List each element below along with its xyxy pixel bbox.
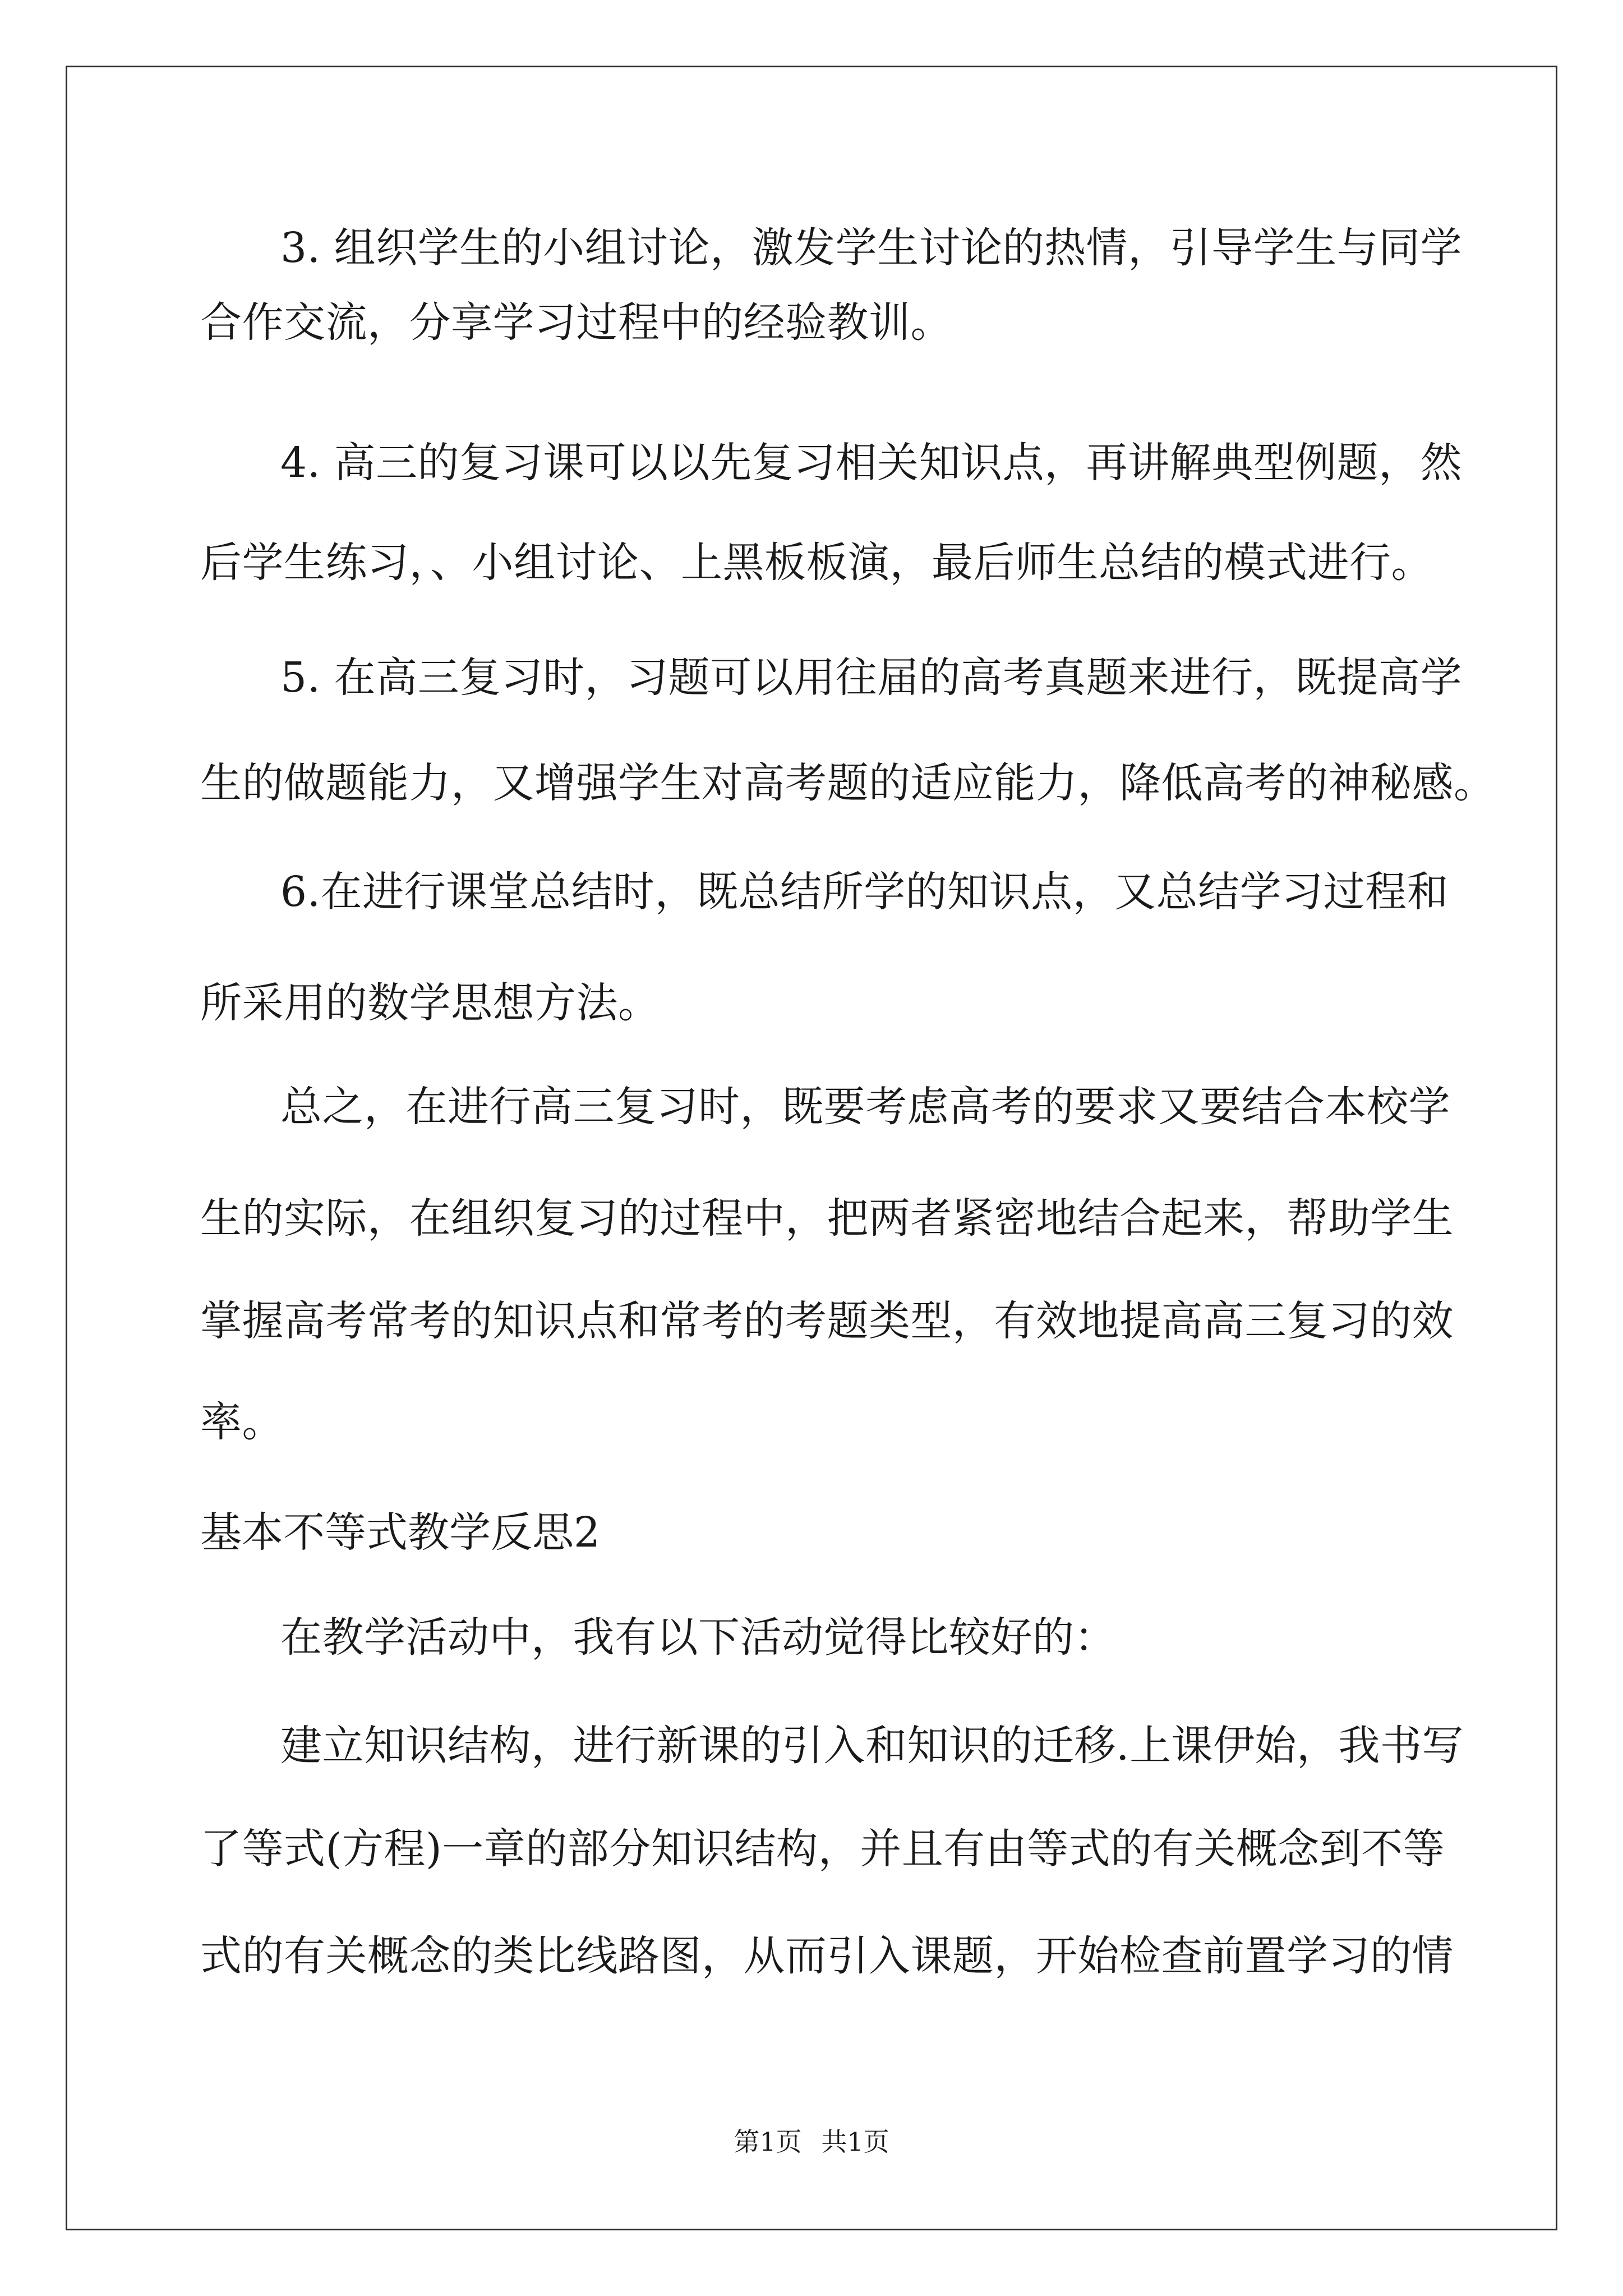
- paragraph-3-line-1: 5. 在高三复习时，习题可以用往届的高考真题来进行，既提高学: [280, 654, 1463, 702]
- paragraph-3-line-2: 生的做题能力，又增强学生对高考题的适应能力，降低高考的神秘感。: [200, 759, 1496, 807]
- paragraph-1-line-1: 3. 组织学生的小组讨论，激发学生讨论的热情，引导学生与同学: [280, 224, 1463, 272]
- section-paragraph-2-line-3: 式的有关概念的类比线路图，从而引入课题，开始检查前置学习的情: [200, 1932, 1454, 1980]
- page-number-label: 第1页: [734, 2127, 802, 2157]
- page-total-label: 共1页: [821, 2127, 889, 2157]
- section-paragraph-2-line-2: 了等式(方程)一章的部分知识结构，并且有由等式的有关概念到不等: [200, 1825, 1445, 1873]
- section-heading: 基本不等式教学反思2: [200, 1508, 601, 1557]
- paragraph-2-line-2: 后学生练习，、小组讨论、上黑板板演，最后师生总结的模式进行。: [200, 539, 1433, 587]
- paragraph-4-line-1: 6.在进行课堂总结时，既总结所学的知识点，又总结学习过程和: [280, 868, 1449, 916]
- paragraph-5-line-2: 生的实际，在组织复习的过程中，把两者紧密地结合起来，帮助学生: [200, 1194, 1454, 1243]
- section-paragraph-2-line-1: 建立知识结构，进行新课的引入和知识的迁移.上课伊始，我书写: [280, 1722, 1464, 1770]
- paragraph-5-line-3: 掌握高考常考的知识点和常考的考题类型，有效地提高高三复习的效: [200, 1297, 1454, 1345]
- page-footer: [0, 2129, 1623, 2155]
- paragraph-5-line-1: 总之，在进行高三复习时，既要考虑高考的要求又要结合本校学: [280, 1083, 1450, 1131]
- paragraph-5-line-4: 率。: [200, 1398, 284, 1446]
- paragraph-4-line-2: 所采用的数学思想方法。: [200, 979, 660, 1027]
- paragraph-1-line-2: 合作交流，分享学习过程中的经验教训。: [200, 298, 952, 347]
- page-border: [66, 66, 1557, 2230]
- paragraph-2-line-1: 4. 高三的复习课可以以先复习相关知识点，再讲解典型例题，然: [280, 439, 1463, 487]
- section-paragraph-1-line-1: 在教学活动中，我有以下活动觉得比较好的：: [280, 1613, 1116, 1662]
